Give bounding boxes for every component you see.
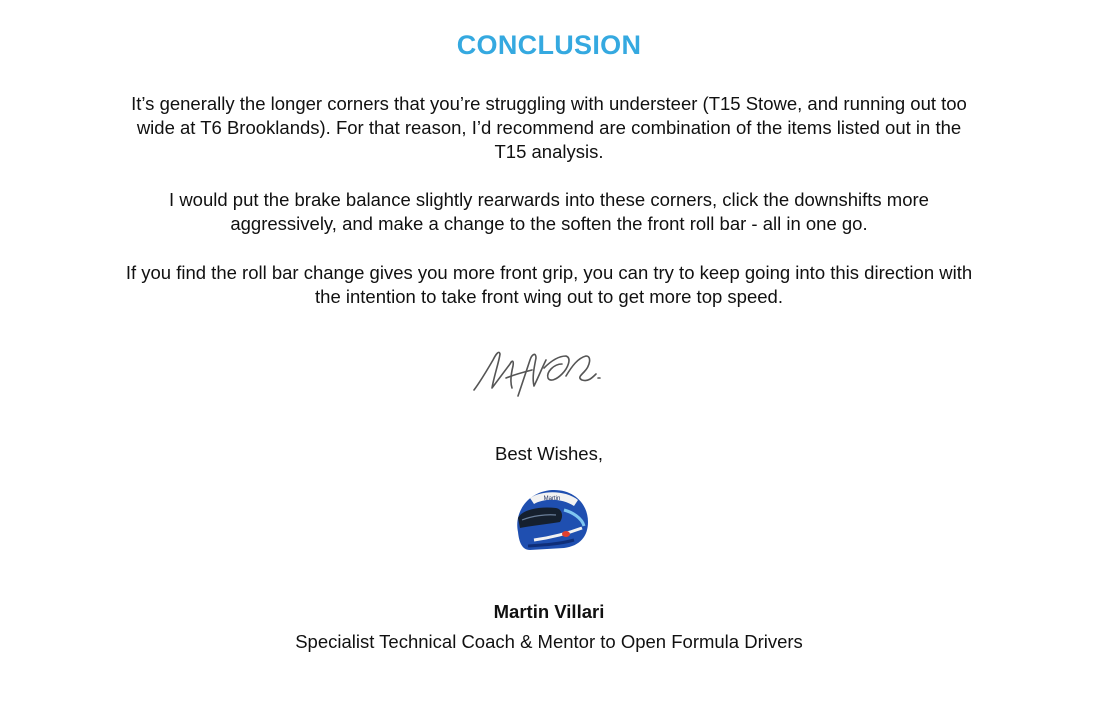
page-title: CONCLUSION [456, 30, 642, 60]
signer-role: Specialist Technical Coach & Mentor to Open Formula Drivers [295, 631, 803, 652]
signer-name: Martin Villari [493, 601, 605, 622]
paragraph-understeer: It’s generally the longer corners that you’re struggling with understeer (T15 Stowe, and running out too wide at T6 Brooklands). For that reason, I’d recommend are combination of the items listed out in the T15 analysis. [131, 93, 967, 162]
signature-image [466, 338, 616, 406]
paragraph-brake-balance: I would put the brake balance slightly rearwards into these corners, click the downshifts more aggressively, and make a change to the soften the front roll bar - all in one go. [169, 189, 929, 234]
racing-helmet-icon [508, 484, 592, 554]
paragraph-roll-bar: If you find the roll bar change gives you more front grip, you can try to keep going into this direction with the intention to take front wing out to get more top speed. [125, 262, 973, 307]
helmet-label: Martin [543, 496, 561, 502]
closing-greeting: Best Wishes, [495, 443, 603, 464]
